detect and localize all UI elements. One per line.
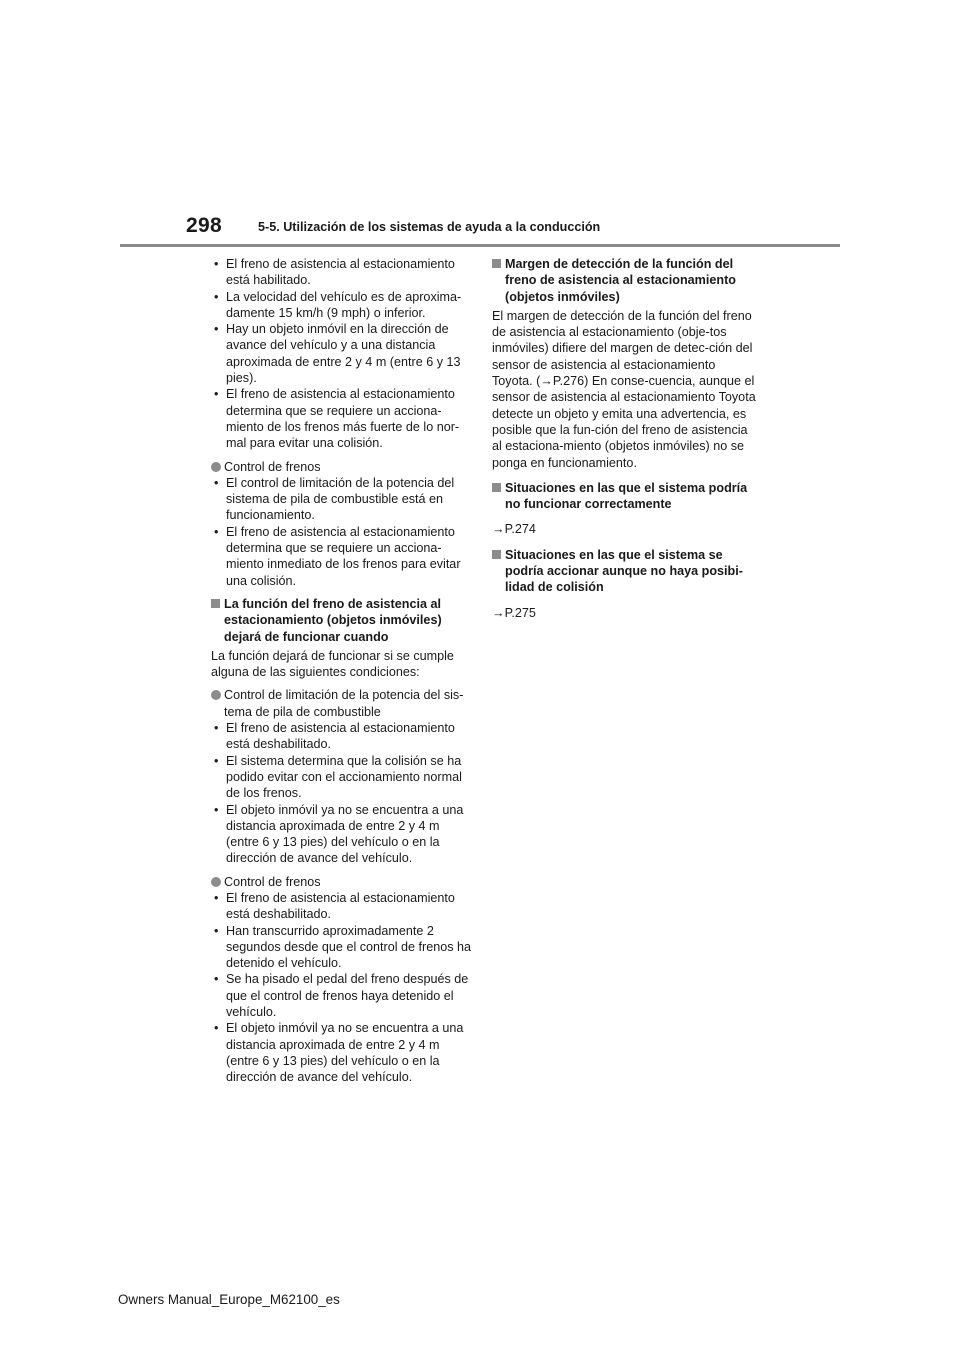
page-number: 298 — [186, 214, 222, 237]
square-bullet-icon — [492, 259, 501, 268]
heading-text: La función del freno de asistencia al estacionamiento (objetos inmóviles) dejará de funcionar cuando — [224, 596, 442, 644]
circle-bullet-icon — [211, 877, 221, 887]
control-limitacion-item — [211, 687, 473, 720]
square-bullet-icon — [211, 599, 220, 608]
circle-bullet-icon — [211, 462, 221, 472]
header-rule — [120, 244, 840, 247]
heading-text: Margen de detección de la función del freno de asistencia al estacionamiento (objetos inmóviles) — [505, 257, 736, 304]
list-item: • La velocidad del vehículo es de aproxima-damente 15 km/h (9 mph) o inferior. — [211, 289, 473, 322]
list-item: • El control de limitación de la potencia del sistema de pila de combustible está en funcionamiento. — [211, 475, 473, 524]
list-item: • El objeto inmóvil ya no se encuentra a una distancia aproximada de entre 2 y 4 m (entre 6 y 13 pies) del vehículo o en la dirección de avance del vehículo. — [211, 1020, 473, 1085]
square-bullet-icon — [492, 483, 501, 492]
control-frenos-bullets — [211, 890, 473, 1086]
section-title: 5-5. Utilización de los sistemas de ayuda a la conducción — [258, 220, 601, 234]
right-column — [492, 256, 758, 621]
list-item: • El objeto inmóvil ya no se encuentra a una distancia aproximada de entre 2 y 4 m (entre 6 y 13 pies) del vehículo o en la dirección de avance del vehículo. — [211, 802, 473, 867]
intro-bullet-list — [211, 256, 473, 452]
control-frenos-item — [211, 459, 473, 475]
footer-text: Owners Manual_Europe_M62100_es — [118, 1292, 340, 1307]
item-title: Control de frenos — [224, 459, 321, 474]
circle-bullet-icon — [211, 690, 221, 700]
item-title: Control de limitación de la potencia del sis-tema de pila de combustible — [224, 688, 464, 719]
control-frenos-item — [211, 874, 473, 890]
left-column — [211, 256, 473, 1086]
stop-section-paragraph: La función dejará de funcionar si se cumple alguna de las siguientes condiciones: — [211, 648, 454, 680]
heading-text: Situaciones en las que el sistema se podría accionar aunque no haya posibi-lidad de colisión — [505, 547, 743, 595]
square-bullet-icon — [492, 550, 501, 559]
page-reference-link[interactable]: →P.275 — [492, 605, 536, 620]
list-item: • El freno de asistencia al estacionamiento determina que se requiere un acciona-miento inmediato de los frenos para evitar una colisión. — [211, 524, 473, 589]
margin-section-heading — [492, 256, 758, 305]
list-item: • El freno de asistencia al estacionamiento está habilitado. — [211, 256, 473, 289]
false-activation-section-heading — [492, 547, 758, 596]
list-item: • El freno de asistencia al estacionamiento está deshabilitado. — [211, 720, 473, 753]
list-item: • Han transcurrido aproximadamente 2 segundos desde que el control de frenos ha detenido el vehículo. — [211, 923, 473, 972]
stop-section-heading — [211, 596, 473, 645]
item-title: Control de frenos — [224, 874, 321, 889]
heading-text: Situaciones en las que el sistema podría no funcionar correctamente — [505, 480, 748, 512]
margin-section-paragraph: El margen de detección de la función del freno de asistencia al estacionamiento (obje-tos inmóviles) difiere del margen de detec-ción del sensor de asistencia al estacionamiento Toyota. (→P.276) En conse-cuencia, aunque el sensor de asistencia al estacionamiento Toyota detecte un objeto y emita una advertencia, es posible que la fun-ción del freno de asistencia al estaciona-miento (objetos inmóviles) no se ponga en funcionamiento. — [492, 308, 756, 470]
page-reference-link[interactable]: →P.274 — [492, 522, 536, 537]
list-item: • El freno de asistencia al estacionamiento está deshabilitado. — [211, 890, 473, 923]
control-limitacion-bullets — [211, 720, 473, 867]
control-frenos-bullets — [211, 475, 473, 589]
list-item: • Se ha pisado el pedal del freno después de que el control de frenos haya detenido el vehículo. — [211, 971, 473, 1020]
malfunction-section-heading — [492, 480, 758, 513]
list-item: • Hay un objeto inmóvil en la dirección de avance del vehículo y a una distancia aproximada de entre 2 y 4 m (entre 6 y 13 pies). — [211, 321, 473, 386]
list-item: • El sistema determina que la colisión se ha podido evitar con el accionamiento normal de los frenos. — [211, 753, 473, 802]
list-item: • El freno de asistencia al estacionamiento determina que se requiere un acciona-miento de los frenos más fuerte de lo nor-mal para evitar una colisión. — [211, 386, 473, 451]
